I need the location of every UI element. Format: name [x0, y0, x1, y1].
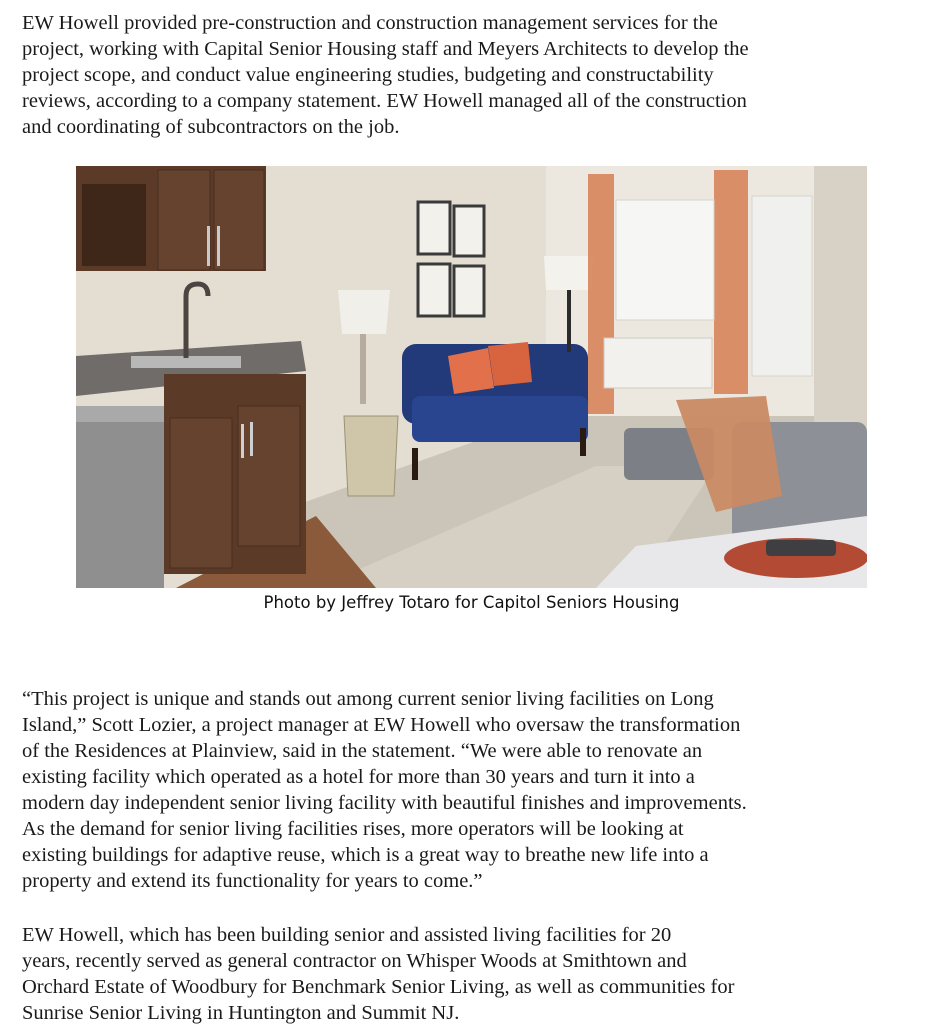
text-line: reviews, according to a company statement. EW Howell managed all of the construction [22, 90, 747, 112]
text-line: project, working with Capital Senior Housing staff and Meyers Architects to develop the [22, 38, 749, 60]
text-line: Island,” Scott Lozier, a project manager at EW Howell who oversaw the transformation [22, 714, 741, 736]
photo-caption: Photo by Jeffrey Totaro for Capitol Seniors Housing [263, 593, 680, 612]
text-line: Sunrise Senior Living in Huntington and Summit NJ. [22, 1002, 460, 1024]
text-line: project scope, and conduct value engineering studies, budgeting and constructability [22, 64, 714, 86]
text-line: existing facility which operated as a hotel for more than 30 years and turn it into a [22, 766, 695, 788]
text-line: As the demand for senior living facilities rises, more operators will be looking at [22, 818, 684, 840]
paragraph-1 [22, 10, 922, 140]
text-line: of the Residences at Plainview, said in the statement. “We were able to renovate an [22, 740, 703, 762]
paragraph-3 [22, 922, 922, 1026]
text-line: modern day independent senior living facility with beautiful finishes and improvements. [22, 792, 747, 814]
text-line: EW Howell provided pre-construction and construction management services for the [22, 12, 718, 34]
text-line: years, recently served as general contractor on Whisper Woods at Smithtown and [22, 950, 687, 972]
text-line: and coordinating of subcontractors on the job. [22, 116, 400, 138]
text-line: “This project is unique and stands out among current senior living facilities on Long [22, 688, 714, 710]
text-line: property and extend its functionality for years to come.” [22, 870, 483, 892]
text-line: Orchard Estate of Woodbury for Benchmark Senior Living, as well as communities for [22, 976, 735, 998]
text-line: existing buildings for adaptive reuse, which is a great way to breathe new life into a [22, 844, 709, 866]
paragraph-2 [22, 686, 922, 894]
apartment-photo [76, 166, 867, 588]
text-line: EW Howell, which has been building senior and assisted living facilities for 20 [22, 924, 672, 946]
